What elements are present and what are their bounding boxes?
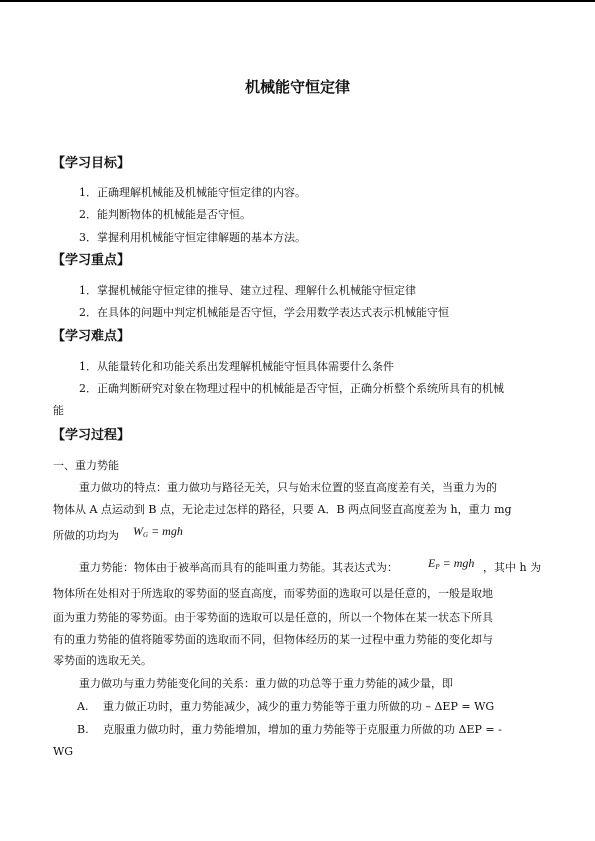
formula-potential-energy: $E_P$ = mgh [428, 556, 475, 571]
difficulty-item: 2．正确判断研究对象在物理过程中的机械能是否守恒，正确分析整个系统所具有的机械 [79, 382, 504, 395]
paragraph-line: 所做的功均为 [53, 529, 119, 542]
paragraph-line: 重力做功与重力势能变化间的关系：重力做的功总等于重力势能的减少量，即 [79, 677, 453, 690]
difficulty-item-continued: 能 [53, 404, 64, 417]
paragraph-line: 重力势能：物体由于被举高而具有的能叫重力势能。其表达式为： [79, 561, 398, 574]
section-heading-process: 【学习过程】 [52, 428, 131, 443]
goal-item: 2．能判断物体的机械能是否守恒。 [79, 208, 251, 221]
paragraph-line: ，其中 h 为 [483, 561, 542, 574]
key-point-item: 1．掌握机械能守恒定律的推导、建立过程、理解什么机械能守恒定律 [79, 284, 416, 297]
section-heading-goals: 【学习目标】 [52, 156, 131, 171]
list-label-a: A. [77, 700, 89, 713]
list-item-b-continued: WG [53, 745, 74, 758]
formula-gravity-work: $W_G$ = mgh [133, 524, 183, 539]
list-item-a: 重力做正功时，重力势能减少，减少的重力势能等于重力所做的功 – ΔEP = WG [103, 700, 495, 713]
goal-item: 1．正确理解机械能及机械能守恒定律的内容。 [79, 186, 306, 199]
goal-item: 3．掌握利用机械能守恒定律解题的基本方法。 [79, 231, 306, 244]
paragraph-line: 物体从 A 点运动到 B 点，无论走过怎样的路径，只要 A．B 两点间竖直高度差为 h，重力 mg [53, 503, 512, 516]
paragraph-line: 零势面的选取无关。 [53, 654, 152, 667]
top-border-line [0, 0, 595, 2]
list-label-b: B. [77, 723, 89, 736]
subsection-heading: 一、重力势能 [53, 459, 119, 472]
section-heading-difficulties: 【学习难点】 [52, 329, 131, 344]
paragraph-line: 重力做功的特点：重力做功与路径无关，只与始末位置的竖直高度差有关，当重力为的 [79, 481, 497, 494]
list-item-b: 克服重力做功时，重力势能增加，增加的重力势能等于克服重力所做的功 ΔEP = - [103, 723, 502, 736]
paragraph-line: 物体所在处相对于所选取的零势面的竖直高度，而零势面的选取可以是任意的，一般是取地 [53, 587, 493, 600]
page-title: 机械能守恒定律 [244, 78, 350, 96]
paragraph-line: 面为重力势能的零势面。由于零势面的选取可以是任意的，所以一个物体在某一状态下所具 [53, 611, 493, 624]
section-heading-key-points: 【学习重点】 [52, 253, 131, 268]
paragraph-line: 有的重力势能的值将随零势面的选取而不同，但物体经历的某一过程中重力势能的变化却与 [53, 633, 493, 646]
difficulty-item: 1．从能量转化和功能关系出发理解机械能守恒具体需要什么条件 [79, 360, 394, 373]
key-point-item: 2．在具体的问题中判定机械能是否守恒，学会用数学表达式表示机械能守恒 [79, 306, 449, 319]
